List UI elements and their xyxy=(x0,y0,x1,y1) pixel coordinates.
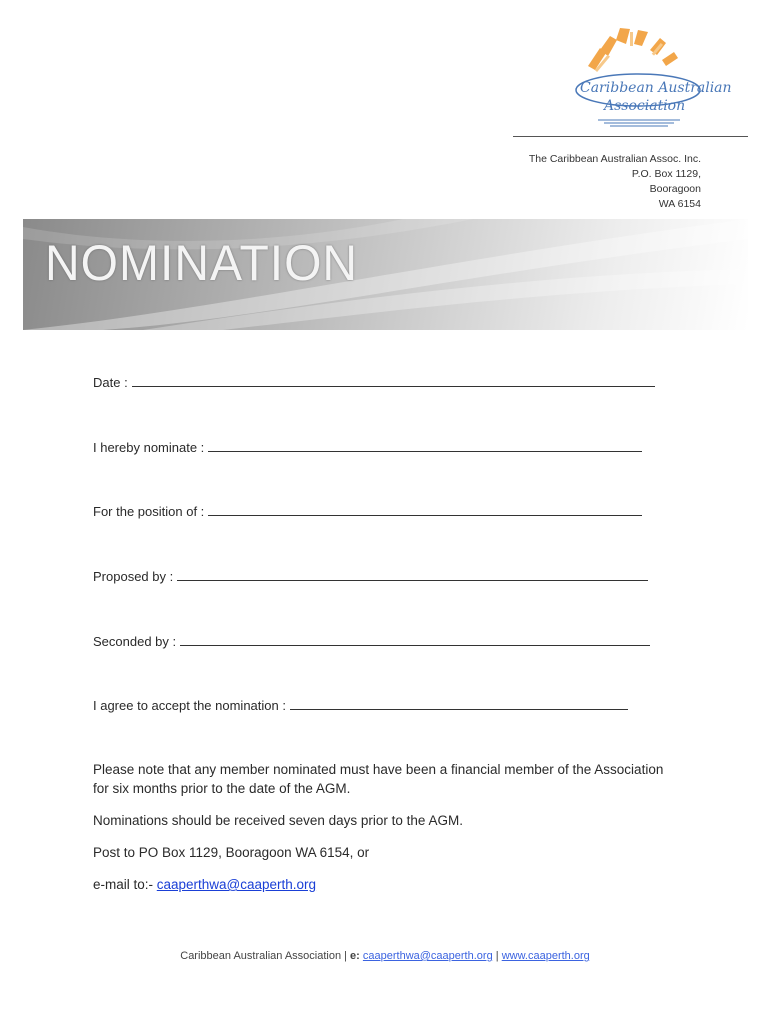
email-prefix: e-mail to:- xyxy=(93,877,157,892)
proposed-by-field xyxy=(93,568,648,584)
postal-note: Post to PO Box 1129, Booragoon WA 6154, or xyxy=(93,845,370,860)
date-field xyxy=(93,374,655,390)
nominee-field xyxy=(93,439,642,455)
logo-script-line1: Caribbean Australian xyxy=(580,80,732,96)
header-divider xyxy=(513,136,748,137)
postal-address xyxy=(529,152,701,212)
date-input-line[interactable] xyxy=(132,374,655,387)
proposed-by-input-line[interactable] xyxy=(177,568,648,581)
address-line: WA 6154 xyxy=(658,198,701,210)
footer-website-link[interactable]: www.caaperth.org xyxy=(501,950,590,962)
acceptance-input-line[interactable] xyxy=(290,697,628,710)
deadline-note: Nominations should be received seven days prior to the AGM. xyxy=(93,813,463,828)
footer-email-link[interactable]: caaperthwa@caaperth.org xyxy=(362,950,493,962)
seconded-by-field xyxy=(93,633,650,649)
instructions xyxy=(93,760,673,894)
seconded-by-input-line[interactable] xyxy=(180,633,650,646)
organization-logo xyxy=(570,26,732,130)
page-footer xyxy=(0,950,770,962)
logo-graphic xyxy=(570,26,732,130)
position-input-line[interactable] xyxy=(208,503,642,516)
title-banner xyxy=(23,219,748,330)
footer-separator: | xyxy=(492,950,502,962)
eligibility-note: Please note that any member nominated must have been a financial member of the Association for six months prior to the date of the AGM. xyxy=(93,762,664,796)
position-field xyxy=(93,503,642,519)
field-label: I hereby nominate : xyxy=(93,440,205,455)
field-label: Seconded by : xyxy=(93,634,177,649)
field-label: For the position of : xyxy=(93,504,205,519)
footer-email-label: e: xyxy=(350,950,360,962)
field-label: Date : xyxy=(93,375,128,390)
address-line: The Caribbean Australian Assoc. Inc. xyxy=(528,153,701,165)
field-label: Proposed by : xyxy=(93,569,174,584)
acceptance-field xyxy=(93,697,628,713)
page-title: NOMINATION xyxy=(45,236,359,292)
address-line: Booragoon xyxy=(649,183,701,195)
nominee-input-line[interactable] xyxy=(208,439,642,452)
footer-org-name: Caribbean Australian Association | xyxy=(180,950,351,962)
email-link[interactable]: caaperthwa@caaperth.org xyxy=(156,877,317,892)
logo-script-line2: Association xyxy=(604,98,686,114)
email-note xyxy=(93,875,673,894)
address-line: P.O. Box 1129, xyxy=(631,168,701,180)
field-label: I agree to accept the nomination : xyxy=(93,698,286,713)
